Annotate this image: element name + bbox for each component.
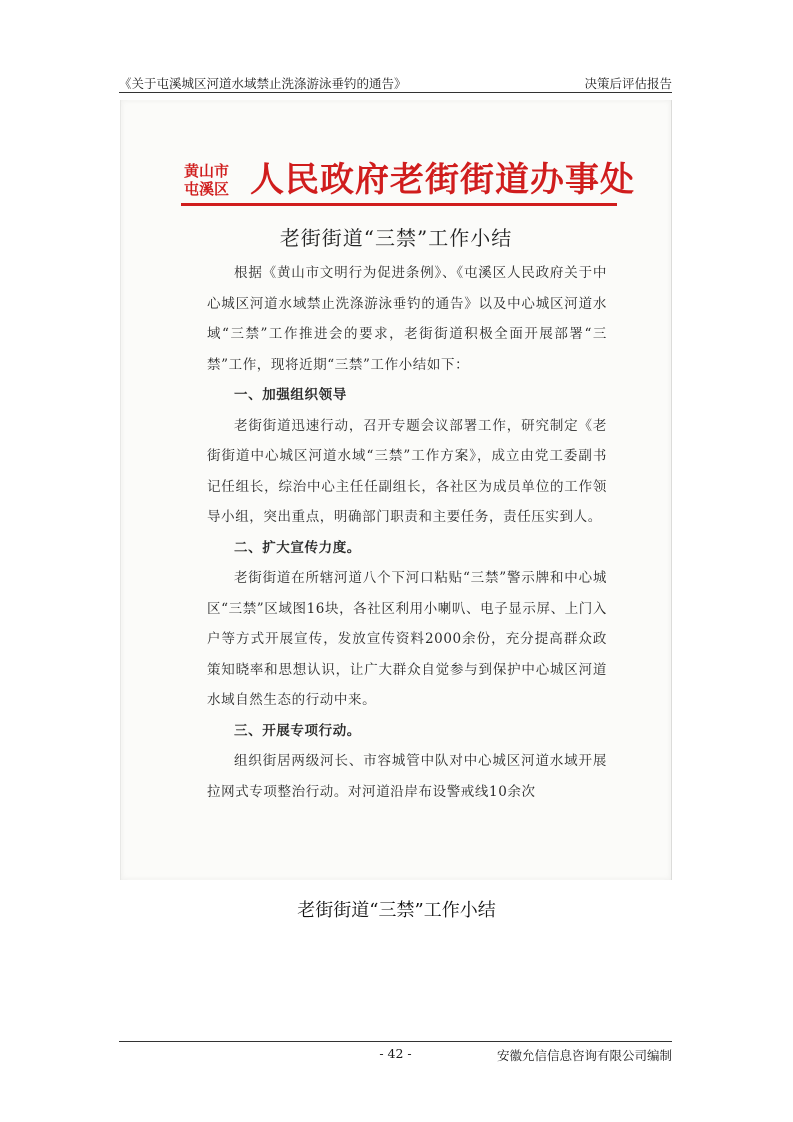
letterhead-city [184,162,246,198]
document-body [207,258,607,807]
letterhead-red-rule [181,203,617,206]
section-heading: 二、扩大宣传力度。 [234,539,361,556]
scanned-document [120,100,672,880]
section-heading: 三、开展专项行动。 [234,722,361,739]
page-number: - 42 - [379,1046,412,1061]
document-title: 老街街道“三禁”工作小结 [279,226,513,250]
page-header [119,72,672,93]
letterhead-city-line-1: 黄山市 [184,162,230,180]
body-paragraph: 根据《黄山市文明行为促进条例》、《屯溪区人民政府关于中心城区河道水域禁止洗涤游泳垂钓的通告》以及中心城区河道水域“三禁”工作推进会的要求，老街街道积极全面开展部署“三禁”工作，现将近期“三禁”工作小结如下： [207,265,607,373]
header-report-type: 决策后评估报告 [584,76,672,91]
section-heading: 一、加强组织领导 [234,387,347,403]
page-footer [119,1041,672,1064]
body-paragraph: 组织街居两级河长、市容城管中队对中心城区河道水域开展拉网式专项整治行动。对河道沿岸布设警戒线10余次 [207,753,607,800]
figure-caption: 老街街道“三禁”工作小结 [297,900,496,921]
header-report-title: 《关于屯溪城区河道水域禁止洗涤游泳垂钓的通告》 [119,76,407,91]
body-paragraph: 老街街道在所辖河道八个下河口粘贴“三禁”警示牌和中心城区“三禁”区域图16块，各社区利用小喇叭、电子显示屏、上门入户等方式开展宣传，发放宣传资料2000余份，充分提高群众政策知晓率和思想认识，让广大群众自觉参与到保护中心城区河道水域自然生态的行动中来。 [207,570,607,708]
letterhead-city-line-2: 屯溪区 [184,180,230,198]
footer-organization: 安徽允信信息咨询有限公司编制 [496,1048,672,1063]
letterhead-office-name: 人民政府老街街道办事处 [250,160,635,200]
body-paragraph: 老街街道迅速行动，召开专题会议部署工作，研究制定《老街街道中心城区河道水域“三禁”工作方案》，成立由党工委副书记任组长，综治中心主任任副组长，各社区为成员单位的工作领导小组，突出重点，明确部门职责和主要任务，责任压实到人。 [207,417,607,525]
